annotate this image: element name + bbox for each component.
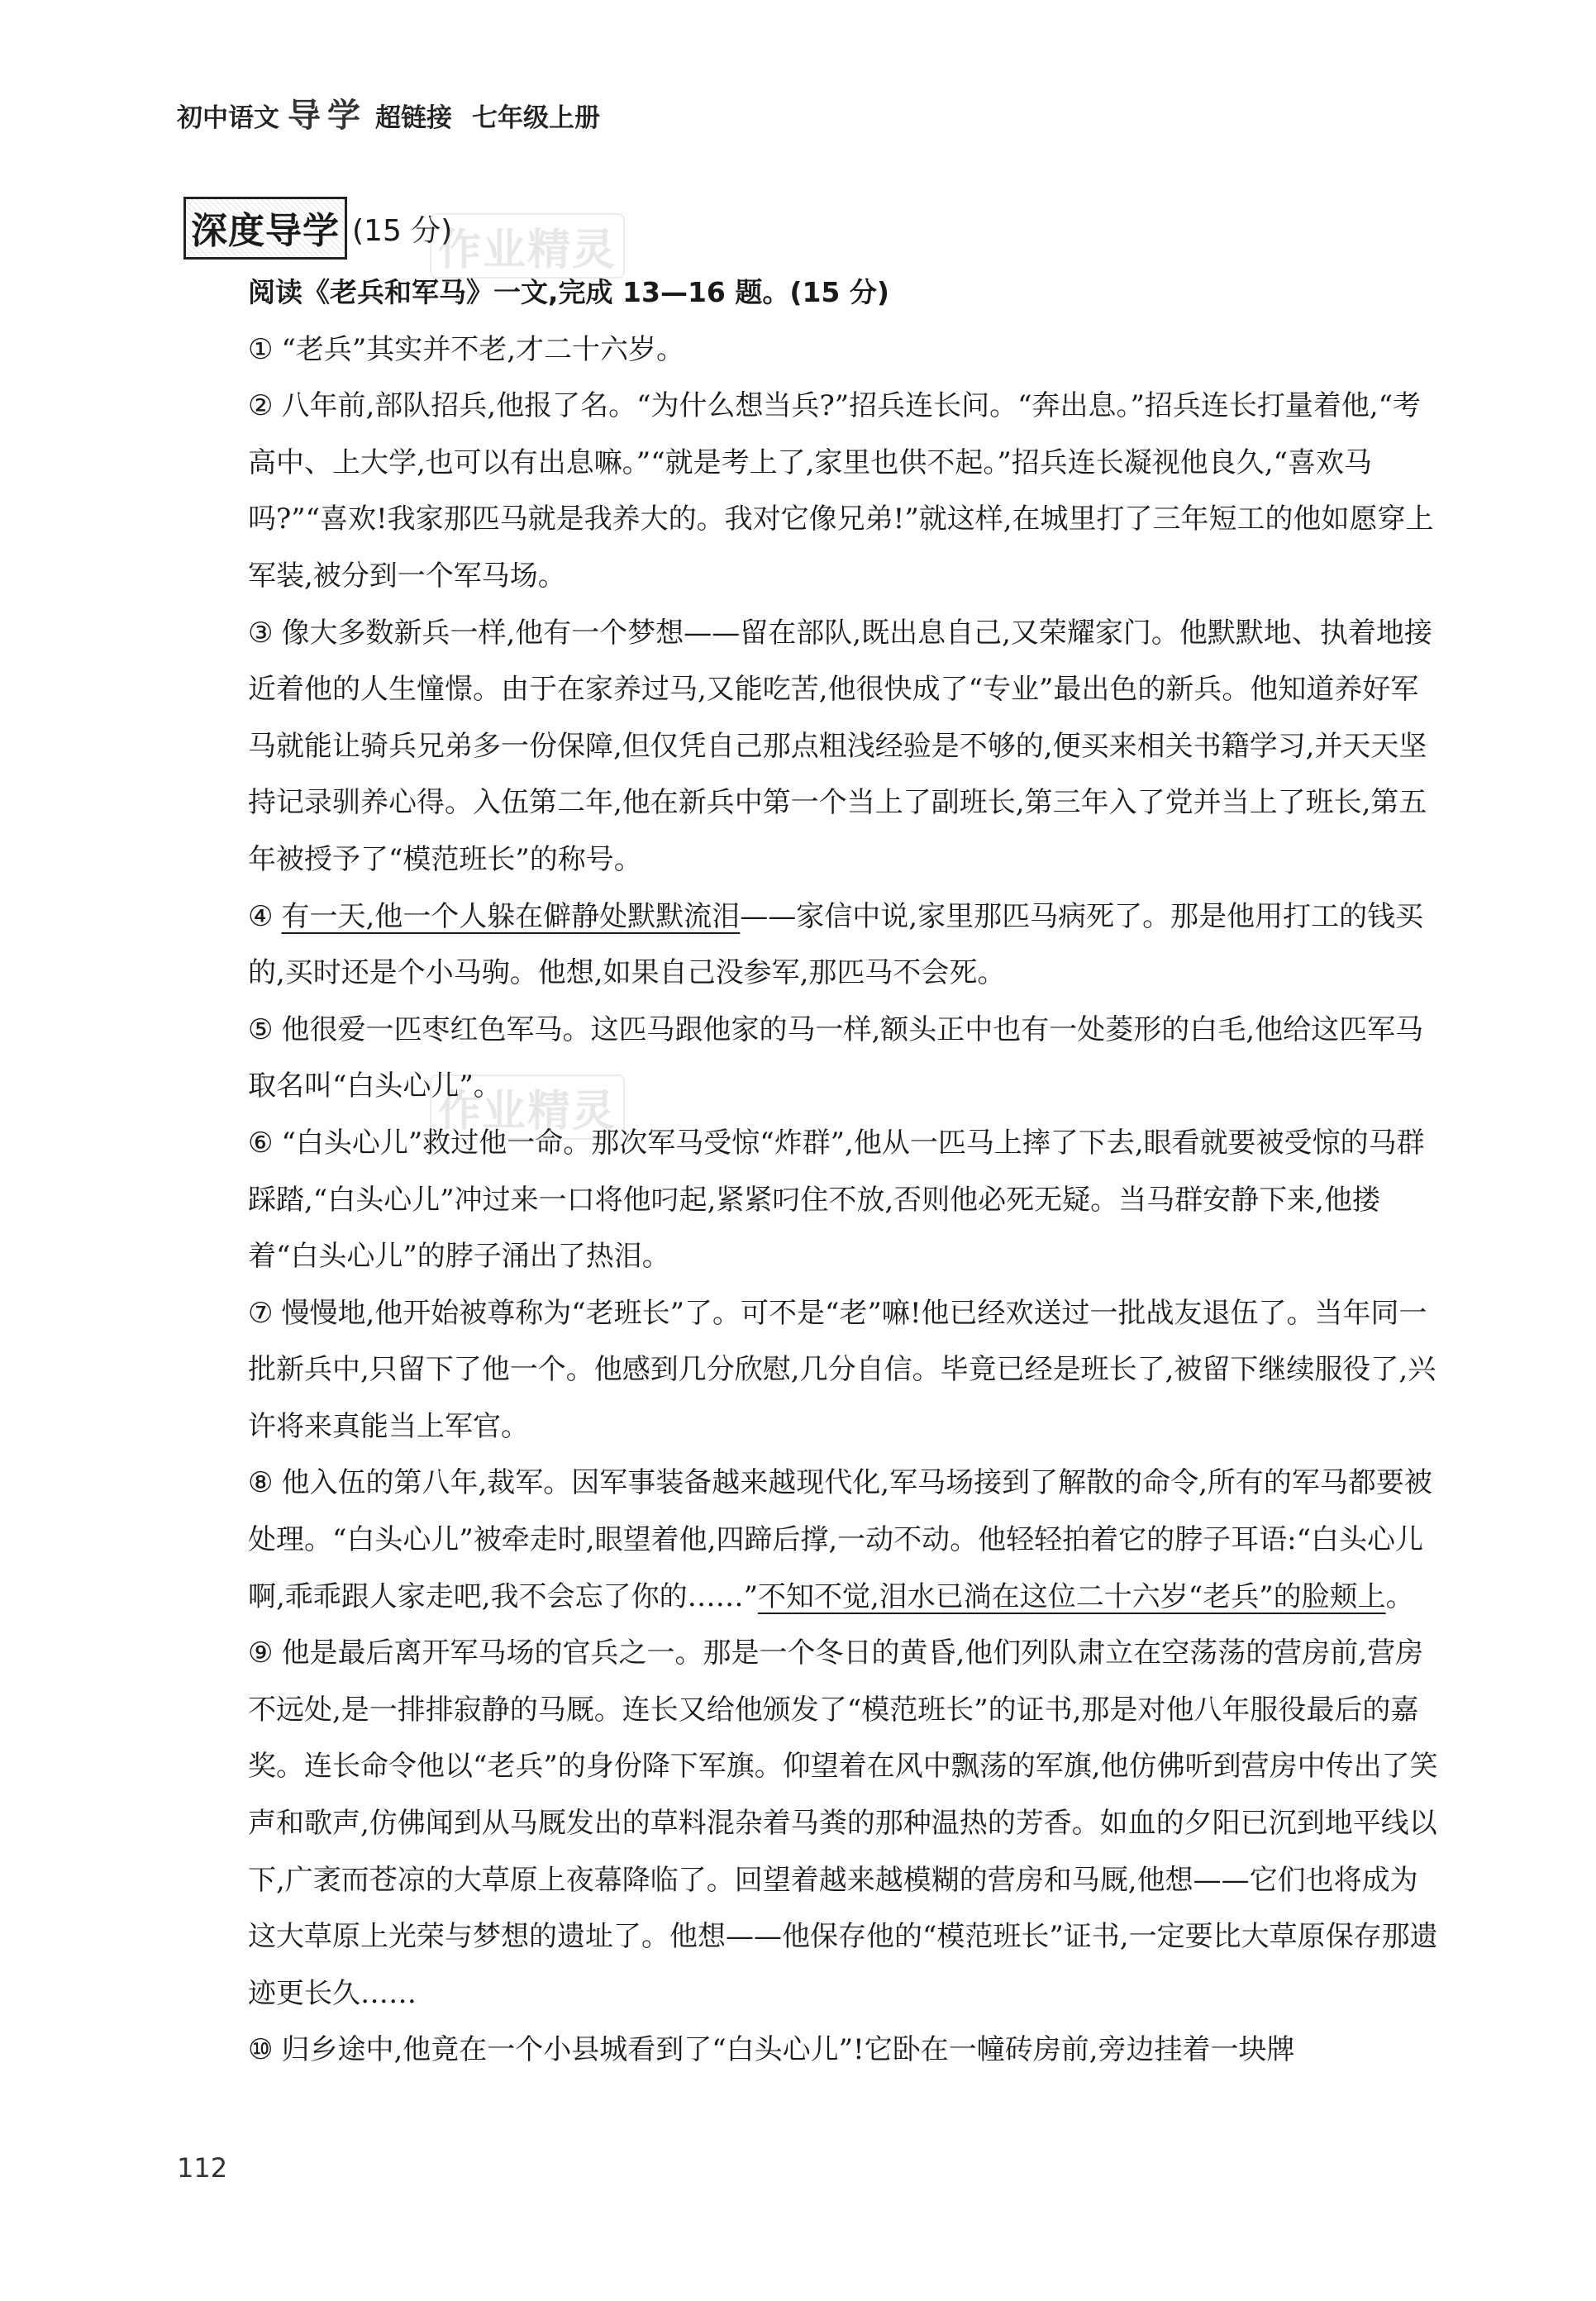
paragraph-text: “老兵”其实并不老,才二十六岁。 [281,332,685,366]
paragraph-number: ④ [248,899,274,933]
paragraph-text: 归乡途中,他竟在一个小县城看到了“白头心儿”!它卧在一幢砖房前,旁边挂着一块牌 [281,2033,1295,2067]
paragraph-number: ⑥ [248,1126,274,1160]
page-number: 112 [177,2152,228,2184]
paragraph-4 [248,888,1445,1002]
paragraph-number: ① [248,332,274,366]
paragraph-text: 慢慢地,他开始被尊称为“老班长”了。可不是“老”嘛!他已经欢送过一批战友退伍了。当年同一批新兵中,只留下了他一个。他感到几分欣慰,几分自信。毕竟已经是班长了,被留下继续服役了,兴许将来真能当上军官。 [248,1296,1436,1443]
paragraph-number: ③ [248,616,274,650]
paragraph-3 [248,605,1445,888]
book-title-xue: 学 [327,97,360,135]
question-instruction: 阅读《老兵和军马》一文,完成 13—16 题。(15 分) [248,276,889,308]
book-grade: 七年级上册 [472,103,600,133]
paragraph-5 [248,1002,1445,1115]
reading-passage [248,264,1445,2079]
book-subject: 初中语文 [177,103,279,133]
paragraph-text: 像大多数新兵一样,他有一个梦想——留在部队,既出息自己,又荣耀家门。他默默地、执着地接近着他的人生憧憬。由于在家养过马,又能吃苦,他很快成了“专业”最出色的新兵。他知道养好军马就能让骑兵兄弟多一份保障,但仅凭自己那点粗浅经验是不够的,便买来相关书籍学习,并天天坚持记录驯养心得。入伍第二年,他在新兵中第一个当上了副班长,第三年入了党并当上了班长,第五年被授予了“模范班长”的称号。 [248,616,1432,876]
underlined-sentence: 不知不觉,泪水已淌在这位二十六岁“老兵”的脸颊上 [758,1579,1386,1613]
running-head [177,89,605,136]
paragraph-text: “白头心儿”救过他一命。那次军马受惊“炸群”,他从一匹马上摔了下去,眼看就要被受惊的马群踩踏,“白头心儿”冲过来一口将他叼起,紧紧叼住不放,否则他必死无疑。当马群安静下来,他搂着“白头心儿”的脖子涌出了热泪。 [248,1126,1425,1274]
paragraph-number: ⑩ [248,2033,274,2067]
watermark: 作业精灵 [430,1074,625,1140]
paragraph-number: ⑦ [248,1296,274,1330]
paragraph-text: 八年前,部队招兵,他报了名。“为什么想当兵?”招兵连长问。“奔出息。”招兵连长打量着他,“考高中、上大学,也可以有出息嘛。”“就是考上了,家里也供不起。”招兵连长凝视他良久,“喜欢马吗?”“喜欢!我家那匹马就是我养大的。我对它像兄弟!”就这样,在城里打了三年短工的他如愿穿上军装,被分到一个军马场。 [248,389,1434,593]
paragraph-tail: 。 [1385,1579,1414,1613]
paragraph-number: ⑧ [248,1466,274,1500]
section-title: 深度导学 [183,197,347,260]
paragraph-text: ——家信中说,家里那匹马病死了。那是他用打工的钱买的,买时还是个小马驹。他想,如果自己没参军,那匹马不会死。 [248,899,1424,990]
paragraph-10 [248,2022,1445,2079]
section-score: (15 分) [352,213,453,248]
watermark: 作业精灵 [430,213,625,279]
paragraph-text: 他是最后离开军马场的官兵之一。那是一个冬日的黄昏,他们列队肃立在空荡荡的营房前,营房不远处,是一排排寂静的马厩。连长又给他颁发了“模范班长”的证书,那是对他八年服役最后的嘉奖。连长命令他以“老兵”的身份降下军旗。仰望着在风中飘荡的军旗,他仿佛听到营房中传出了笑声和歌声,仿佛闻到从马厩发出的草料混杂着马粪的那种温热的芳香。如血的夕阳已沉到地平线以下,广袤而苍凉的大草原上夜幕降临了。回望着越来越模糊的营房和马厩,他想——它们也将成为这大草原上光荣与梦想的遗址了。他想——他保存他的“模范班长”证书,一定要比大草原保存那遗迹更长久…… [248,1636,1438,2010]
paragraph-text: 他很爱一匹枣红色军马。这匹马跟他家的马一样,额头正中也有一处菱形的白毛,他给这匹军马取名叫“白头心儿”。 [248,1012,1424,1103]
paragraph-9 [248,1625,1445,2022]
book-series: 超链接 [375,103,452,133]
paragraph-2 [248,378,1445,604]
paragraph-1 [248,322,1445,379]
paragraph-text: 他入伍的第八年,裁军。因军事装备越来越现代化,军马场接到了解散的命令,所有的军马都要被处理。“白头心儿”被牵走时,眼望着他,四蹄后撑,一动不动。他轻轻拍着它的脖子耳语:“白头心儿啊,乖乖跟人家走吧,我不会忘了你的……” [248,1466,1432,1613]
paragraph-8 [248,1455,1445,1625]
book-title-dao: 导 [288,97,321,135]
paragraph-number: ② [248,389,274,423]
section-heading [183,197,452,260]
underlined-sentence: 有一天,他一个人躲在僻静处默默流泪 [281,899,741,933]
paragraph-number: ⑤ [248,1012,274,1046]
paragraph-number: ⑨ [248,1636,274,1670]
paragraph-6 [248,1115,1445,1285]
paragraph-7 [248,1285,1445,1455]
